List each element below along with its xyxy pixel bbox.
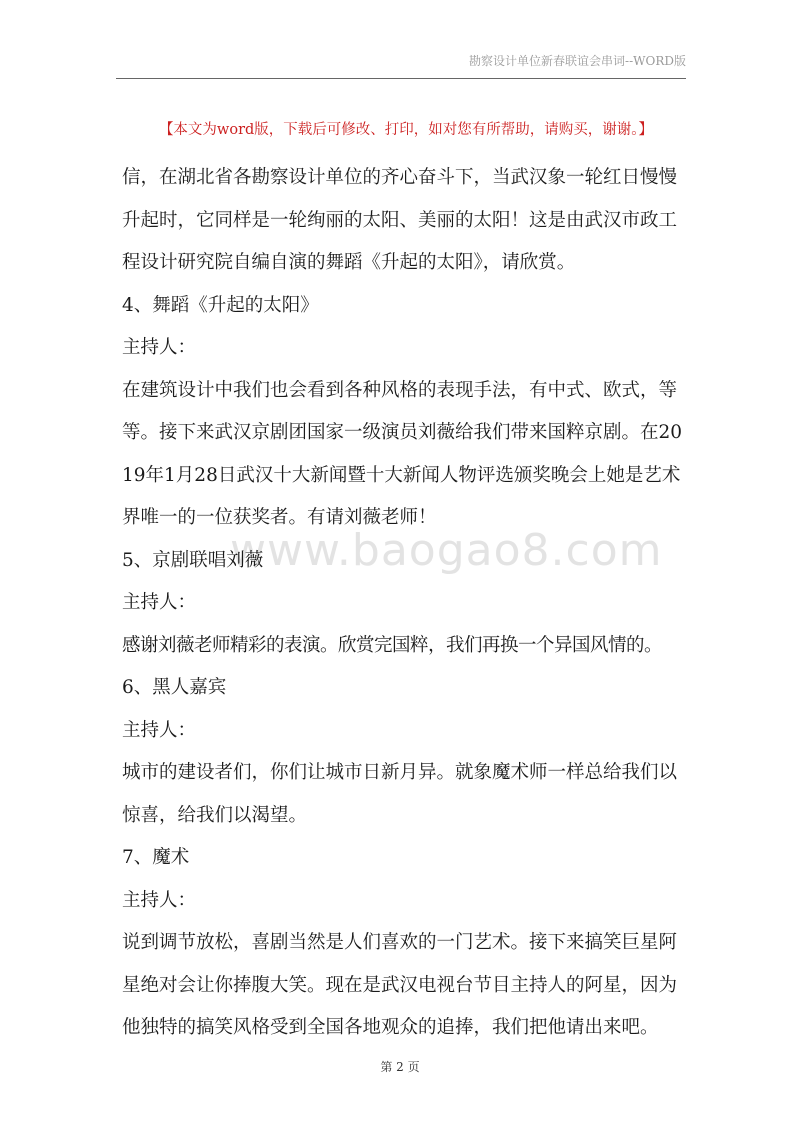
- purchase-notice: 【本文为word版，下载后可修改、打印，如对您有所帮助，请购买，谢谢。】: [158, 122, 654, 138]
- host-label: 主持人：: [122, 889, 197, 911]
- page-number: 第 2 页: [380, 1060, 420, 1074]
- program-item: 6、黑人嘉宾: [122, 677, 227, 698]
- host-label: 主持人：: [122, 337, 197, 358]
- host-label: 主持人：: [122, 592, 197, 613]
- paragraph: 城市的建设者们，你们让城市日新月异。就象魔术师一样总给我们以惊喜，给我们以渴望。: [122, 762, 678, 826]
- page-header: [116, 46, 686, 79]
- watermark: www.baogao8.com: [230, 525, 663, 576]
- paragraph: 在建筑设计中我们也会看到各种风格的表现手法，有中式、欧式，等等。接下来武汉京剧团国家一级演员刘薇给我们带来国粹京剧。在2019年1月28日武汉十大新闻暨十大新闻人物评选颁奖晚会上她是艺术界唯一的一位获奖者。有请刘薇老师！: [122, 379, 683, 528]
- header-title: 勘察设计单位新春联谊会串词--WORD版: [469, 54, 686, 68]
- paragraph: 说到调节放松，喜剧当然是人们喜欢的一门艺术。接下来搞笑巨星阿星绝对会让你捧腹大笑。现在是武汉电视台节目主持人的阿星，因为他独特的搞笑风格受到全国各地观众的追捧，我们把他请出来吧。: [122, 932, 678, 1038]
- program-item: 7、魔术: [122, 847, 190, 868]
- program-item: 5、京剧联唱刘薇: [122, 549, 264, 571]
- host-label: 主持人：: [122, 719, 197, 741]
- program-item: 4、舞蹈《升起的太阳》: [122, 294, 319, 316]
- document-body: [122, 157, 692, 1050]
- paragraph: 感谢刘薇老师精彩的表演。欣赏完国粹，我们再换一个异国风情的。: [122, 634, 663, 656]
- paragraph: 信，在湖北省各勘察设计单位的齐心奋斗下，当武汉象一轮红日慢慢升起时，它同样是一轮绚丽的太阳、美丽的太阳！这是由武汉市政工程设计研究院自编自演的舞蹈《升起的太阳》，请欣赏。: [122, 167, 678, 273]
